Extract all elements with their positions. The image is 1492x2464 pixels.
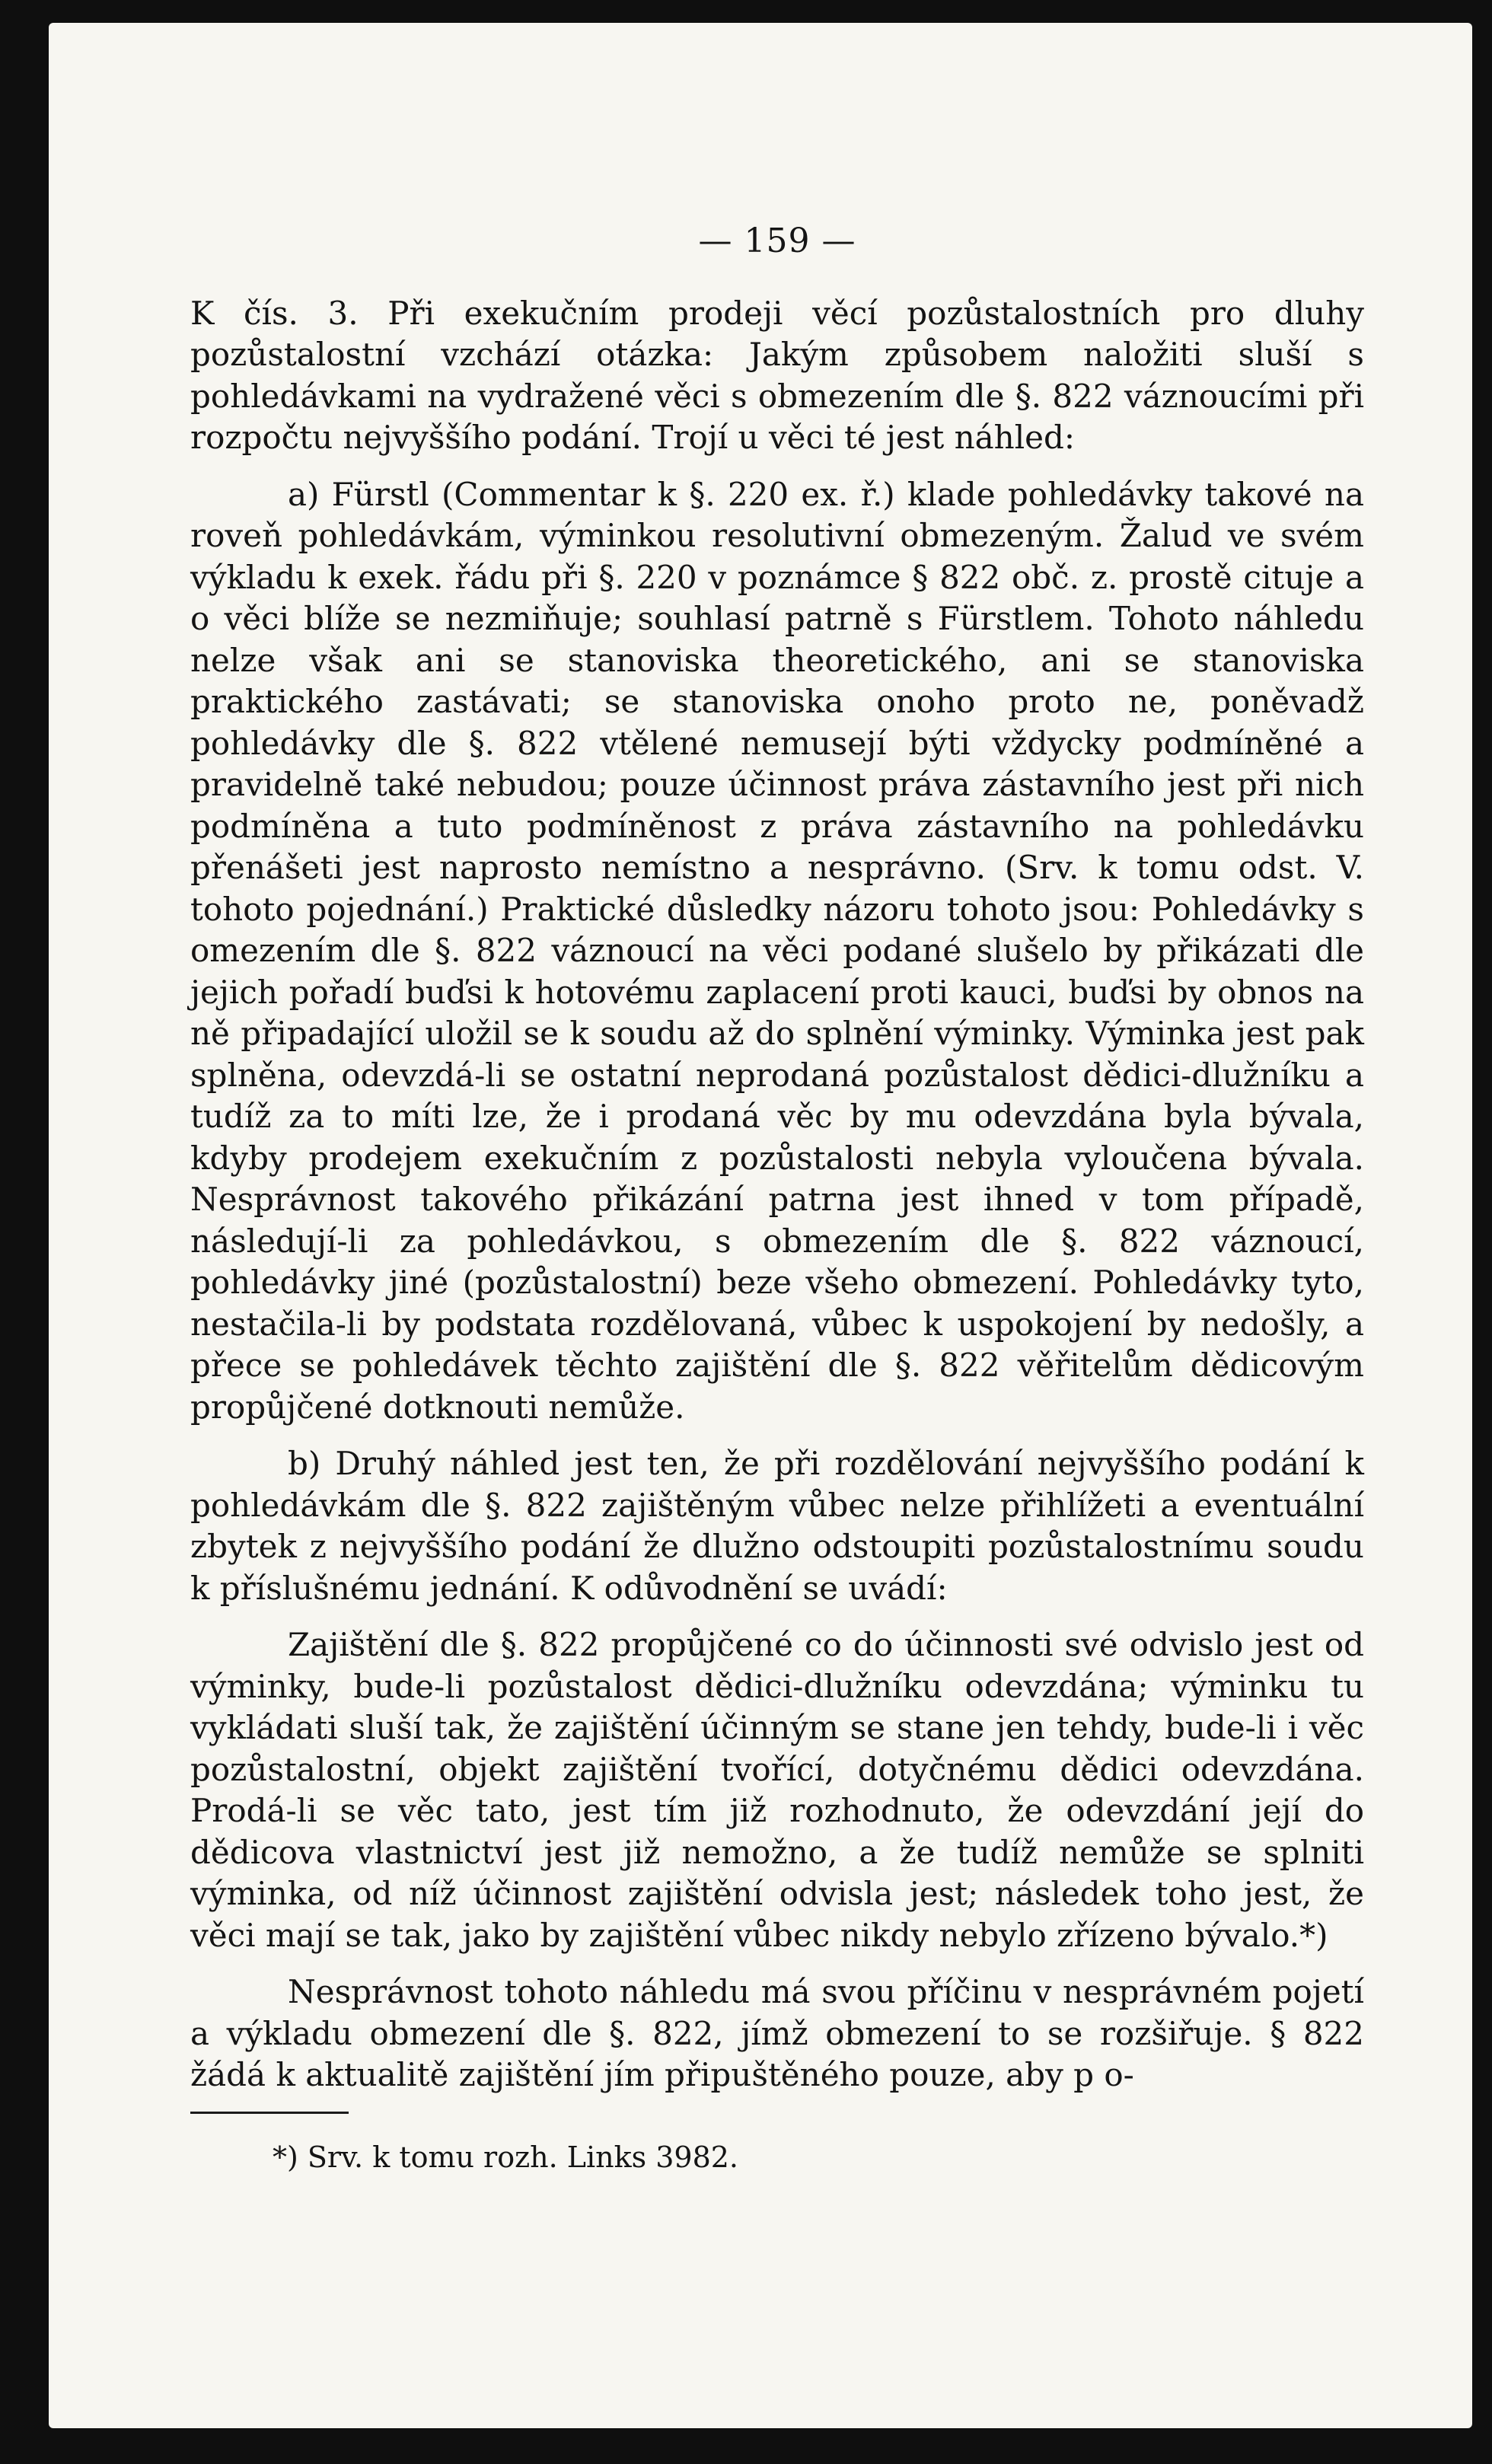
paragraph-reasoning: Zajištění dle §. 822 propůjčené co do účinnosti své odvislo jest od výminky, bude-li pozůstalost dědici-dlužníku odevzdána; výminku tu vykládati sluší tak, že zajištění účinným se stane jen tehdy, bude-li i věc pozůstalostní, objekt zajištění tvořící, dotyčnému dědici odevzdána. Prodá-li se věc tato, jest tím již rozhodnuto, že odevzdání její do dědicova vlastnictví jest již nemožno, a že tudíž nemůže se splniti výminka, od níž účinnost zajištění odvisla jest; následek toho jest, že věci mají se tak, jako by zajištění vůbec nikdy nebylo zřízeno bývalo.*) bbox=[190, 1626, 1364, 1954]
footnote-divider bbox=[190, 2112, 349, 2114]
page-content bbox=[190, 221, 1364, 2176]
page-number: — 159 — bbox=[698, 222, 856, 260]
paragraph-a: a) Fürstl (Commentar k §. 220 ex. ř.) klade pohledávky takové na roveň pohledávkám, výminkou resolutivní obmezeným. Žalud ve svém výkladu k exek. řádu při §. 220 v poznámce § 822 obč. z. prostě cituje a o věci blíže se nezmiňuje; souhlasí patrně s Fürstlem. Tohoto náhledu nelze však ani se stanoviska theoretického, ani se stanoviska praktického zastávati; se stanoviska onoho proto ne, poněvadž pohledávky dle §. 822 vtělené nemusejí býti vždycky podmíněné a pravidelně také nebudou; pouze účinnost práva zástavního jest při nich podmíněna a tuto podmíněnost z práva zástavního na pohledávku přenášeti jest naprosto nemístno a nesprávno. (Srv. k tomu odst. V. tohoto pojednání.) Praktické důsledky názoru tohoto jsou: Pohledávky s omezením dle §. 822 váznoucí na věci podané slušelo by přikázati dle jejich pořadí buďsi k hotovému zaplacení proti kauci, buďsi by obnos na ně připadající uložil se k soudu až do splnění výminky. Výminka jest pak splněna, odevzdá-li se ostatní neprodaná pozůstalost dědici-dlužníku a tudíž za to míti lze, že i prodaná věc by mu odevzdána byla bývala, kdyby prodejem exekučním z pozůstalosti nebyla vyloučena bývala. Nesprávnost takového přikázání patrna jest ihned v tom případě, následují-li za pohledávkou, s obmezením dle §. 822 váznoucí, pohledávky jiné (pozůstalostní) beze všeho obmezení. Pohledávky tyto, nestačila-li by podstata rozdělovaná, vůbec k uspokojení by nedošly, a přece se pohledávek těchto zajištění dle §. 822 věřitelům dědicovým propůjčené dotknouti nemůže. bbox=[190, 475, 1364, 1426]
paragraph-intro: K čís. 3. Při exekučním prodeji věcí pozůstalostních pro dluhy pozůstalostní vzchází otázka: Jakým způsobem naložiti sluší s pohledávkami na vydražené věci s obmezením dle §. 822 váznoucími při rozpočtu nejvyššího podání. Trojí u věci té jest náhled: bbox=[190, 294, 1364, 456]
footnote: *) Srv. k tomu rozh. Links 3982. bbox=[273, 2140, 739, 2174]
page-sheet bbox=[49, 23, 1472, 2428]
paragraph-critique: Nesprávnost tohoto náhledu má svou příčinu v nesprávném pojetí a výkladu obmezení dle §. 822, jímž obmezení to se rozšiřuje. § 822 žádá k aktualitě zajištění jím připuštěného pouze, aby p o- bbox=[190, 1973, 1364, 2093]
paragraph-b: b) Druhý náhled jest ten, že při rozdělování nejvyššího podání k pohledávkám dle §. 822 zajištěným vůbec nelze přihlížeti a eventuální zbytek z nejvyššího podání že dlužno odstoupiti pozůstalostnímu soudu k příslušnému jednání. K odůvodnění se uvádí: bbox=[190, 1445, 1364, 1607]
